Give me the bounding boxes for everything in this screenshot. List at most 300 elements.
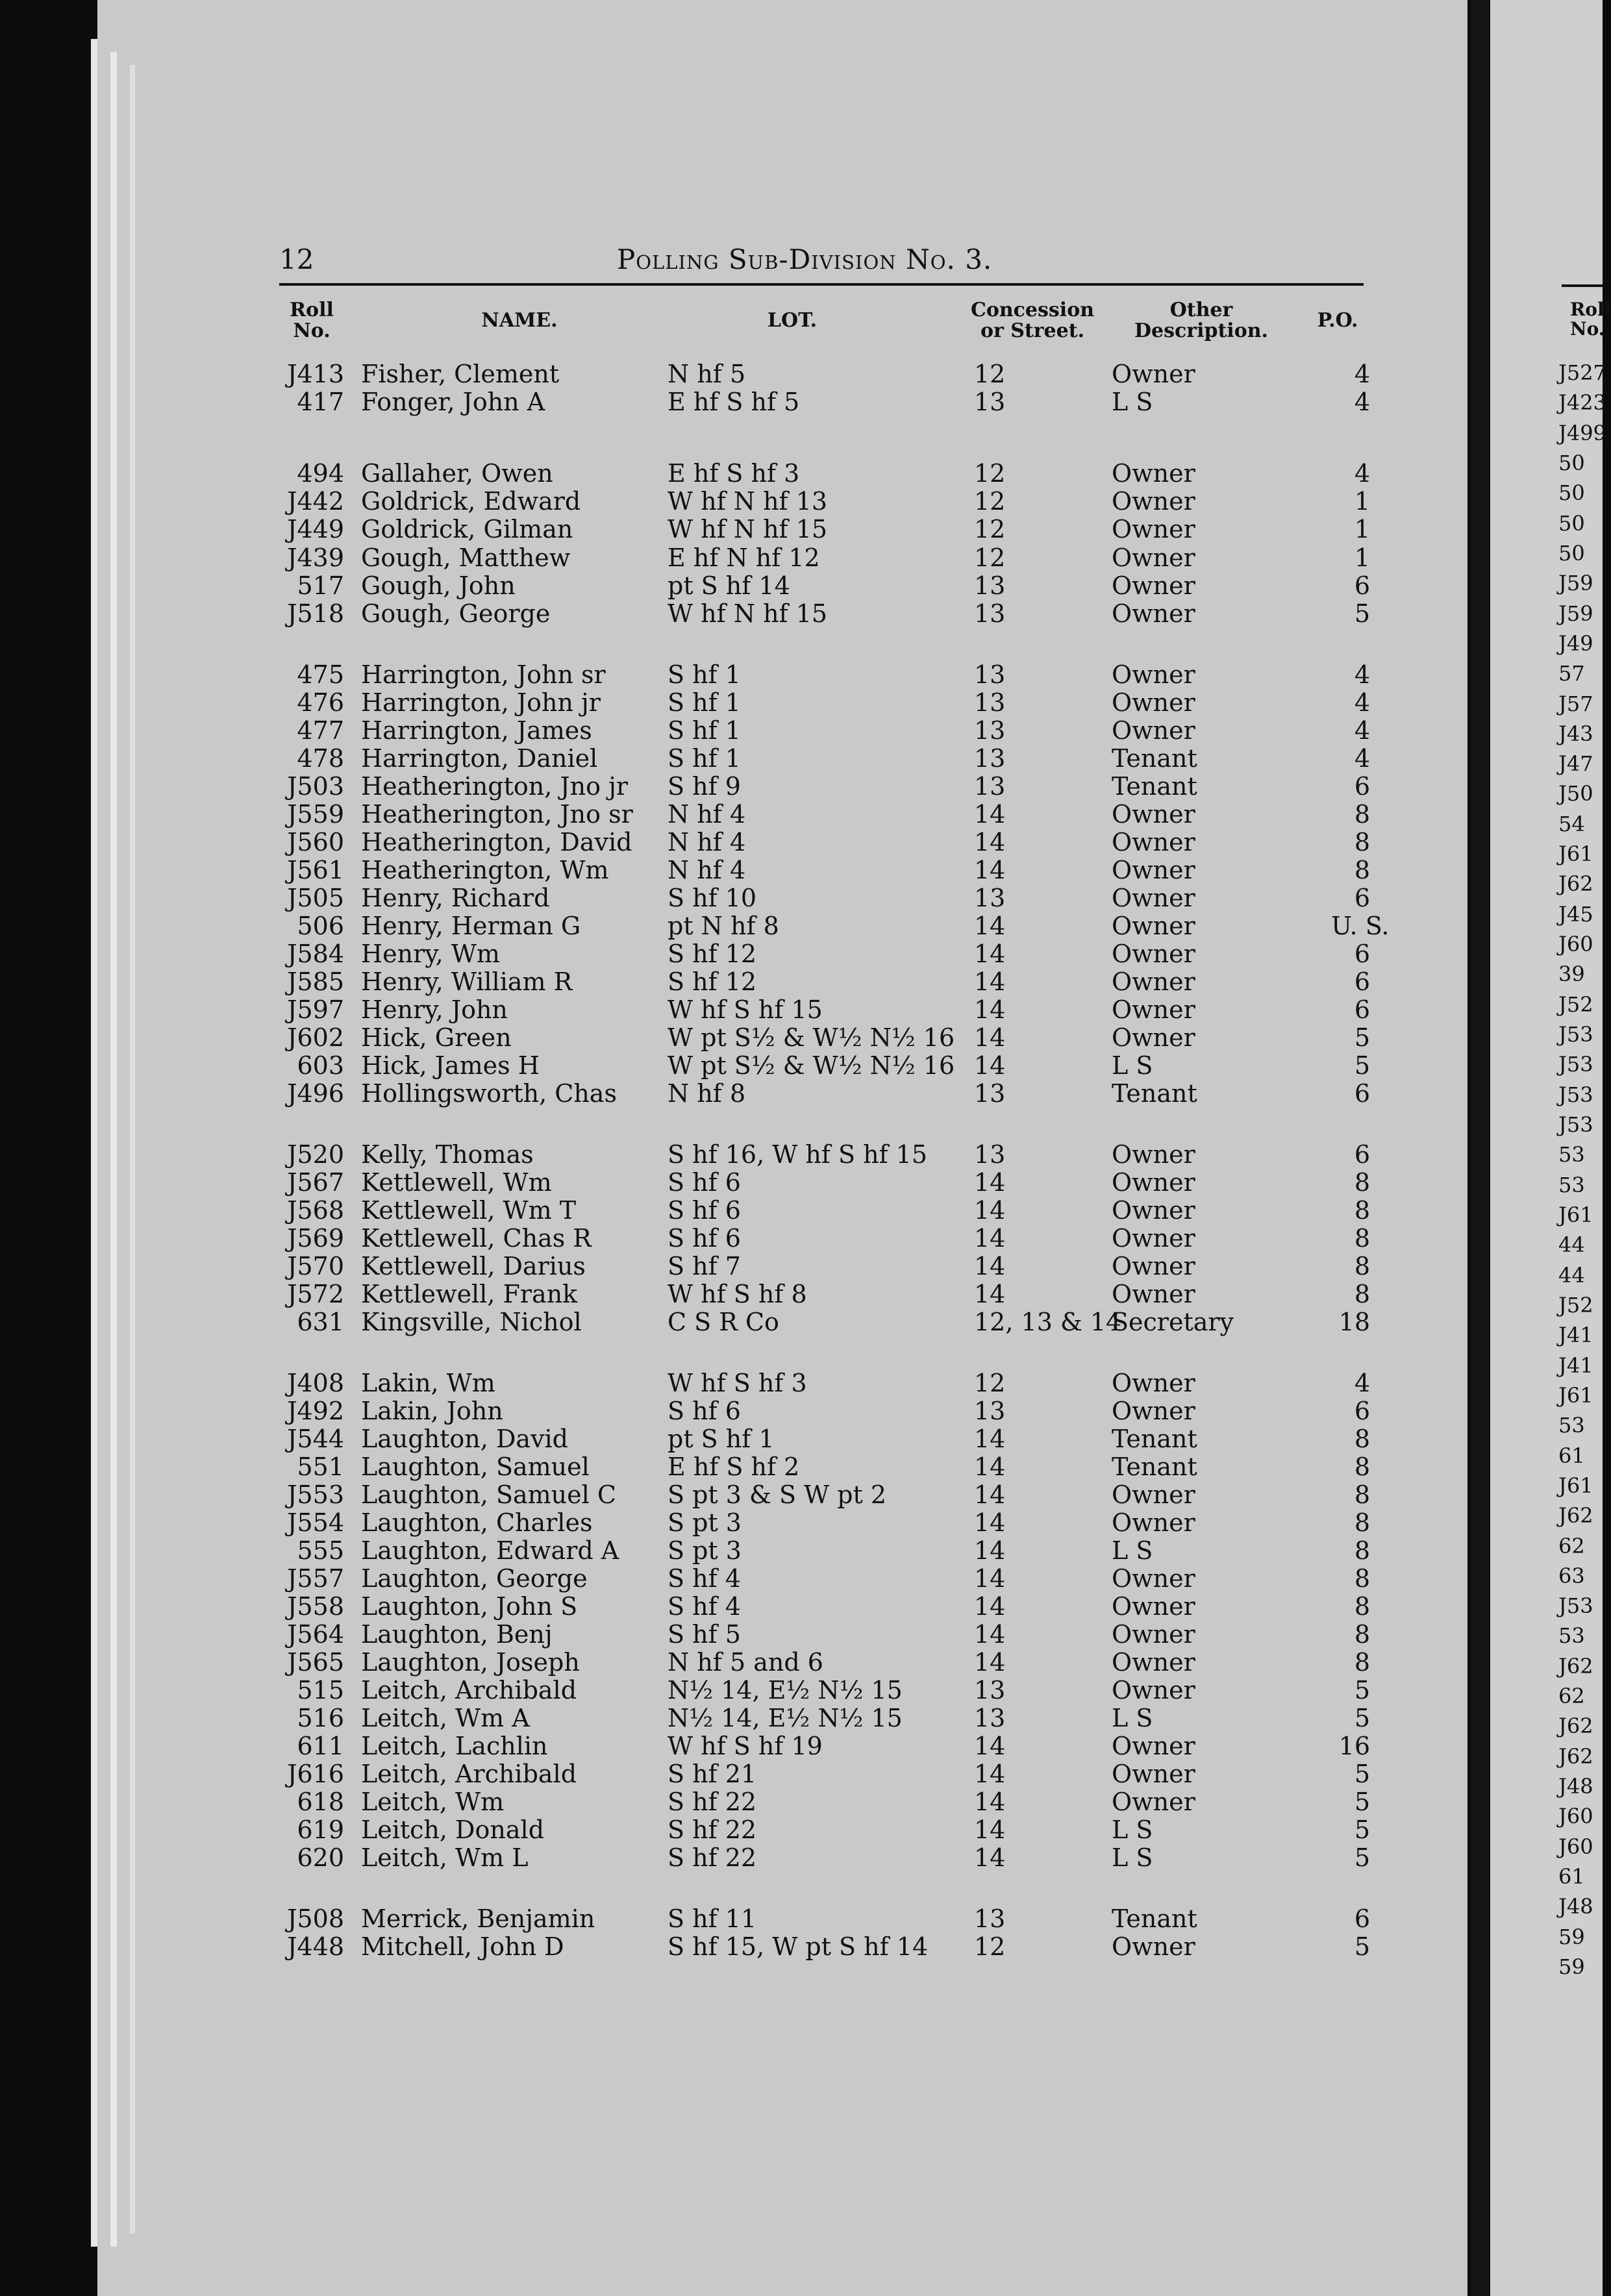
post-office: 4 xyxy=(1354,360,1370,388)
facing-roll-number: 53 xyxy=(1558,1623,1585,1648)
concession: 14 xyxy=(974,1648,1006,1677)
lot: S hf 1 xyxy=(668,660,741,689)
lot: pt S hf 1 xyxy=(668,1425,775,1453)
lot: E hf S hf 5 xyxy=(668,388,800,416)
post-office: 6 xyxy=(1354,967,1370,996)
voter-name: Leitch, Donald xyxy=(361,1816,545,1844)
facing-roll-number: J45 xyxy=(1558,902,1593,927)
facing-roll-number: J423 xyxy=(1558,390,1606,415)
concession: 14 xyxy=(974,995,1006,1024)
book-gutter xyxy=(1471,0,1490,2296)
lot: W hf S hf 15 xyxy=(668,995,823,1024)
facing-roll-number: 50 xyxy=(1558,480,1585,505)
post-office: 8 xyxy=(1354,1168,1370,1197)
voter-name: Laughton, Edward A xyxy=(361,1536,619,1565)
voter-name: Kettlewell, Frank xyxy=(361,1280,578,1308)
voter-name: Henry, John xyxy=(361,995,508,1024)
concession: 13 xyxy=(974,571,1006,600)
roll-number: J564 xyxy=(287,1620,344,1649)
description: Owner xyxy=(1112,828,1195,856)
post-office: 8 xyxy=(1354,1508,1370,1537)
lot: W pt S½ & W½ N½ 16 xyxy=(668,1023,955,1052)
concession: 12 xyxy=(974,487,1006,516)
roll-number: 516 xyxy=(297,1704,344,1732)
roll-number: 515 xyxy=(297,1676,344,1704)
concession: 14 xyxy=(974,828,1006,856)
roll-number: 551 xyxy=(297,1453,344,1481)
description: L S xyxy=(1112,1051,1153,1080)
lot: N½ 14, E½ N½ 15 xyxy=(668,1704,903,1732)
voter-name: Fonger, John A xyxy=(361,388,545,416)
concession: 14 xyxy=(974,967,1006,996)
header-rule xyxy=(279,283,1364,286)
roll-number: 417 xyxy=(297,388,344,416)
post-office: 1 xyxy=(1354,515,1370,543)
post-office: 8 xyxy=(1354,1592,1370,1621)
concession: 14 xyxy=(974,1480,1006,1509)
description: L S xyxy=(1112,388,1153,416)
lot: S hf 1 xyxy=(668,744,741,773)
voter-name: Laughton, Samuel C xyxy=(361,1480,616,1509)
concession: 13 xyxy=(974,1704,1006,1732)
roll-number: 478 xyxy=(297,744,344,773)
voter-name: Gough, George xyxy=(361,599,551,628)
facing-roll-number: J53 xyxy=(1558,1082,1593,1107)
lot: S pt 3 & S W pt 2 xyxy=(668,1480,887,1509)
description: Owner xyxy=(1112,1023,1195,1052)
facing-roll-number: 39 xyxy=(1558,962,1585,986)
concession: 13 xyxy=(974,1397,1006,1425)
voter-name: Kettlewell, Wm T xyxy=(361,1196,577,1225)
post-office: 8 xyxy=(1354,856,1370,884)
concession: 12 xyxy=(974,515,1006,543)
concession: 13 xyxy=(974,716,1006,745)
voter-name: Leitch, Wm A xyxy=(361,1704,530,1732)
post-office: 6 xyxy=(1354,995,1370,1024)
facing-page xyxy=(1490,0,1603,2296)
roll-number: J544 xyxy=(287,1425,344,1453)
lot: S hf 10 xyxy=(668,884,757,912)
voter-name: Goldrick, Edward xyxy=(361,487,581,516)
column-header-description: Other Description. xyxy=(1134,299,1268,342)
facing-roll-number: 50 xyxy=(1558,541,1585,566)
facing-roll-number: 61 xyxy=(1558,1443,1585,1468)
post-office: 6 xyxy=(1354,772,1370,801)
voter-name: Hollingsworth, Chas xyxy=(361,1079,617,1108)
roll-number: J442 xyxy=(287,487,344,516)
voter-name: Fisher, Clement xyxy=(361,360,560,388)
roll-number: J559 xyxy=(287,800,344,829)
roll-number: J568 xyxy=(287,1196,344,1225)
lot: S hf 9 xyxy=(668,772,741,801)
facing-roll-number: J48 xyxy=(1558,1894,1593,1919)
roll-number: 476 xyxy=(297,688,344,717)
description: Owner xyxy=(1112,1140,1195,1169)
description: Owner xyxy=(1112,995,1195,1024)
facing-roll-number: J60 xyxy=(1558,1804,1593,1828)
voter-name: Laughton, Charles xyxy=(361,1508,593,1537)
description: Owner xyxy=(1112,1280,1195,1308)
facing-roll-number: J48 xyxy=(1558,1774,1593,1799)
facing-roll-number: J57 xyxy=(1558,692,1593,716)
facing-roll-number: 62 xyxy=(1558,1534,1585,1558)
facing-roll-number: J52 xyxy=(1558,992,1593,1017)
concession: 14 xyxy=(974,1280,1006,1308)
description: Owner xyxy=(1112,1564,1195,1593)
roll-number: J408 xyxy=(287,1369,344,1397)
page-edge xyxy=(130,65,135,2234)
post-office: 8 xyxy=(1354,1620,1370,1649)
voter-name: Harrington, John sr xyxy=(361,660,606,689)
voter-name: Laughton, John S xyxy=(361,1592,578,1621)
concession: 12 xyxy=(974,360,1006,388)
roll-number: J439 xyxy=(287,543,344,572)
post-office: 5 xyxy=(1354,1816,1370,1844)
lot: S hf 6 xyxy=(668,1196,741,1225)
facing-roll-number: J47 xyxy=(1558,751,1593,776)
facing-roll-number: 59 xyxy=(1558,1954,1585,1979)
voter-name: Leitch, Archibald xyxy=(361,1760,577,1788)
lot: pt S hf 14 xyxy=(668,571,790,600)
facing-roll-number: J50 xyxy=(1558,781,1593,806)
concession: 14 xyxy=(974,1816,1006,1844)
description: Owner xyxy=(1112,800,1195,829)
voter-name: Heatherington, Jno sr xyxy=(361,800,633,829)
facing-roll-number: 53 xyxy=(1558,1173,1585,1197)
voter-name: Harrington, Daniel xyxy=(361,744,598,773)
facing-roll-number: 44 xyxy=(1558,1263,1585,1288)
concession: 14 xyxy=(974,1843,1006,1872)
lot: W hf S hf 3 xyxy=(668,1369,807,1397)
lot: W hf S hf 19 xyxy=(668,1732,823,1760)
description: Owner xyxy=(1112,967,1195,996)
lot: N½ 14, E½ N½ 15 xyxy=(668,1676,903,1704)
lot: W pt S½ & W½ N½ 16 xyxy=(668,1051,955,1080)
lot: N hf 4 xyxy=(668,800,746,829)
concession: 13 xyxy=(974,1676,1006,1704)
description: Owner xyxy=(1112,1168,1195,1197)
post-office: 4 xyxy=(1354,1369,1370,1397)
roll-number: J560 xyxy=(287,828,344,856)
lot: S hf 5 xyxy=(668,1620,741,1649)
lot: S hf 1 xyxy=(668,716,741,745)
roll-number: J449 xyxy=(287,515,344,543)
post-office: 5 xyxy=(1354,1788,1370,1816)
lot: pt N hf 8 xyxy=(668,912,779,940)
facing-roll-number: J60 xyxy=(1558,932,1593,956)
lot: S hf 7 xyxy=(668,1252,741,1280)
description: Owner xyxy=(1112,884,1195,912)
voter-name: Heatherington, Wm xyxy=(361,856,609,884)
lot: N hf 4 xyxy=(668,828,746,856)
facing-roll-number: 44 xyxy=(1558,1232,1585,1257)
description: Owner xyxy=(1112,459,1195,488)
post-office: 5 xyxy=(1354,1704,1370,1732)
lot: N hf 5 xyxy=(668,360,746,388)
roll-number: J584 xyxy=(287,940,344,968)
concession: 14 xyxy=(974,1564,1006,1593)
description: Tenant xyxy=(1112,1904,1197,1933)
concession: 14 xyxy=(974,1252,1006,1280)
column-header-name: NAME. xyxy=(481,309,558,332)
roll-number: 603 xyxy=(297,1051,344,1080)
voter-name: Leitch, Wm xyxy=(361,1788,505,1816)
roll-number: J561 xyxy=(287,856,344,884)
description: Tenant xyxy=(1112,1425,1197,1453)
concession: 14 xyxy=(974,1425,1006,1453)
description: Owner xyxy=(1112,688,1195,717)
roll-number: J572 xyxy=(287,1280,344,1308)
concession: 14 xyxy=(974,1168,1006,1197)
voter-name: Henry, Wm xyxy=(361,940,500,968)
description: L S xyxy=(1112,1704,1153,1732)
post-office: 16 xyxy=(1338,1732,1370,1760)
facing-roll-number: J61 xyxy=(1558,1473,1593,1498)
lot: S hf 12 xyxy=(668,967,757,996)
roll-number: J565 xyxy=(287,1648,344,1677)
post-office: 5 xyxy=(1354,599,1370,628)
concession: 13 xyxy=(974,688,1006,717)
post-office: 18 xyxy=(1338,1308,1370,1336)
post-office: 4 xyxy=(1354,388,1370,416)
voter-name: Harrington, John jr xyxy=(361,688,601,717)
lot: S hf 22 xyxy=(668,1843,757,1872)
post-office: 6 xyxy=(1354,1397,1370,1425)
concession: 14 xyxy=(974,940,1006,968)
page-edge xyxy=(110,52,117,2247)
lot: S hf 12 xyxy=(668,940,757,968)
lot: S hf 4 xyxy=(668,1564,741,1593)
roll-number: J492 xyxy=(287,1397,344,1425)
lot: N hf 5 and 6 xyxy=(668,1648,823,1677)
facing-page-rule xyxy=(1562,284,1603,287)
roll-number: 517 xyxy=(297,571,344,600)
voter-name: Mitchell, John D xyxy=(361,1932,564,1961)
roll-number: J554 xyxy=(287,1508,344,1537)
voter-name: Lakin, John xyxy=(361,1397,503,1425)
facing-roll-number: J59 xyxy=(1558,601,1593,626)
post-office: 8 xyxy=(1354,1564,1370,1593)
concession: 12 xyxy=(974,543,1006,572)
roll-number: J496 xyxy=(287,1079,344,1108)
post-office: 4 xyxy=(1354,688,1370,717)
roll-number: J558 xyxy=(287,1592,344,1621)
description: Owner xyxy=(1112,716,1195,745)
post-office: 8 xyxy=(1354,1453,1370,1481)
description: Owner xyxy=(1112,1369,1195,1397)
roll-number: J505 xyxy=(287,884,344,912)
roll-number: 494 xyxy=(297,459,344,488)
post-office: 8 xyxy=(1354,1196,1370,1225)
lot: S hf 6 xyxy=(668,1224,741,1253)
voter-name: Hick, Green xyxy=(361,1023,512,1052)
roll-number: 618 xyxy=(297,1788,344,1816)
facing-roll-number: 61 xyxy=(1558,1864,1585,1889)
post-office: 6 xyxy=(1354,940,1370,968)
description: Owner xyxy=(1112,1224,1195,1253)
roll-number: J569 xyxy=(287,1224,344,1253)
column-header-roll: Roll No. xyxy=(290,299,334,342)
facing-roll-number: J53 xyxy=(1558,1593,1593,1618)
concession: 13 xyxy=(974,1904,1006,1933)
voter-name: Laughton, Samuel xyxy=(361,1453,590,1481)
post-office: 8 xyxy=(1354,800,1370,829)
facing-roll-number: J49 xyxy=(1558,631,1593,656)
description: Owner xyxy=(1112,1592,1195,1621)
roll-number: J508 xyxy=(287,1904,344,1933)
lot: S pt 3 xyxy=(668,1536,742,1565)
post-office: 1 xyxy=(1354,543,1370,572)
description: Owner xyxy=(1112,487,1195,516)
running-head: Polling Sub-Division No. 3. xyxy=(617,243,993,275)
post-office: 4 xyxy=(1354,716,1370,745)
voter-name: Kettlewell, Darius xyxy=(361,1252,586,1280)
post-office: 5 xyxy=(1354,1676,1370,1704)
roll-number: J597 xyxy=(287,995,344,1024)
lot: S hf 15, W pt S hf 14 xyxy=(668,1932,929,1961)
roll-number: 619 xyxy=(297,1816,344,1844)
post-office: 6 xyxy=(1354,884,1370,912)
post-office: 4 xyxy=(1354,459,1370,488)
post-office: 5 xyxy=(1354,1023,1370,1052)
lot: W hf N hf 13 xyxy=(668,487,828,516)
lot: E hf S hf 3 xyxy=(668,459,800,488)
post-office: 6 xyxy=(1354,1140,1370,1169)
facing-roll-number: J62 xyxy=(1558,1503,1593,1528)
roll-number: J557 xyxy=(287,1564,344,1593)
concession: 12 xyxy=(974,1932,1006,1961)
facing-roll-number: J53 xyxy=(1558,1052,1593,1077)
lot: S hf 6 xyxy=(668,1397,741,1425)
roll-number: J518 xyxy=(287,599,344,628)
post-office: 6 xyxy=(1354,1079,1370,1108)
voter-name: Leitch, Lachlin xyxy=(361,1732,548,1760)
lot: S hf 6 xyxy=(668,1168,741,1197)
facing-roll-number: J53 xyxy=(1558,1022,1593,1047)
voter-name: Merrick, Benjamin xyxy=(361,1904,595,1933)
concession: 12 xyxy=(974,1369,1006,1397)
post-office: 6 xyxy=(1354,571,1370,600)
description: Tenant xyxy=(1112,1453,1197,1481)
page-number: 12 xyxy=(279,243,314,275)
roll-number: 555 xyxy=(297,1536,344,1565)
description: L S xyxy=(1112,1536,1153,1565)
facing-roll-number: J43 xyxy=(1558,721,1593,746)
voter-name: Kelly, Thomas xyxy=(361,1140,534,1169)
post-office: 4 xyxy=(1354,744,1370,773)
description: Secretary xyxy=(1112,1308,1234,1336)
concession: 13 xyxy=(974,744,1006,773)
voter-name: Heatherington, Jno jr xyxy=(361,772,629,801)
lot: N hf 8 xyxy=(668,1079,746,1108)
voter-name: Kettlewell, Chas R xyxy=(361,1224,592,1253)
post-office: U. S. xyxy=(1331,912,1390,940)
roll-number: J448 xyxy=(287,1932,344,1961)
voter-name: Goldrick, Gilman xyxy=(361,515,573,543)
roll-number: J503 xyxy=(287,772,344,801)
roll-number: J520 xyxy=(287,1140,344,1169)
facing-roll-number: J527 xyxy=(1558,360,1606,385)
voter-name: Harrington, James xyxy=(361,716,592,745)
concession: 14 xyxy=(974,800,1006,829)
description: Owner xyxy=(1112,660,1195,689)
description: Owner xyxy=(1112,940,1195,968)
description: Owner xyxy=(1112,1397,1195,1425)
roll-number: J602 xyxy=(287,1023,344,1052)
facing-roll-number: J62 xyxy=(1558,1654,1593,1678)
concession: 14 xyxy=(974,1508,1006,1537)
voter-name: Gough, John xyxy=(361,571,516,600)
voter-name: Laughton, Joseph xyxy=(361,1648,580,1677)
roll-number: 477 xyxy=(297,716,344,745)
voter-name: Leitch, Archibald xyxy=(361,1676,577,1704)
description: L S xyxy=(1112,1843,1153,1872)
roll-number: J585 xyxy=(287,967,344,996)
description: L S xyxy=(1112,1816,1153,1844)
description: Owner xyxy=(1112,1648,1195,1677)
post-office: 6 xyxy=(1354,1904,1370,1933)
description: Owner xyxy=(1112,1760,1195,1788)
lot: S pt 3 xyxy=(668,1508,742,1537)
column-header-lot: LOT. xyxy=(767,309,818,332)
description: Owner xyxy=(1112,543,1195,572)
description: Tenant xyxy=(1112,1079,1197,1108)
description: Owner xyxy=(1112,1932,1195,1961)
lot: N hf 4 xyxy=(668,856,746,884)
roll-number: 620 xyxy=(297,1843,344,1872)
lot: E hf N hf 12 xyxy=(668,543,820,572)
facing-roll-number: 53 xyxy=(1558,1142,1585,1167)
roll-number: J616 xyxy=(287,1760,344,1788)
concession: 14 xyxy=(974,856,1006,884)
concession: 14 xyxy=(974,1224,1006,1253)
voter-name: Laughton, George xyxy=(361,1564,588,1593)
facing-roll-number: 53 xyxy=(1558,1413,1585,1438)
voter-name: Heatherington, David xyxy=(361,828,632,856)
description: Owner xyxy=(1112,856,1195,884)
voter-name: Hick, James H xyxy=(361,1051,540,1080)
lot: S hf 16, W hf S hf 15 xyxy=(668,1140,928,1169)
facing-roll-number: 50 xyxy=(1558,511,1585,536)
lot: W hf S hf 8 xyxy=(668,1280,807,1308)
voter-name: Henry, Herman G xyxy=(361,912,581,940)
post-office: 8 xyxy=(1354,1480,1370,1509)
facing-roll-number: J41 xyxy=(1558,1323,1593,1347)
facing-roll-number: 62 xyxy=(1558,1684,1585,1708)
column-header-concession: Concession or Street. xyxy=(970,299,1095,342)
concession: 13 xyxy=(974,599,1006,628)
facing-roll-number: 59 xyxy=(1558,1925,1585,1949)
column-header-po: P.O. xyxy=(1317,309,1358,332)
facing-roll-number: J61 xyxy=(1558,1383,1593,1408)
facing-roll-number: J61 xyxy=(1558,1203,1593,1227)
concession: 14 xyxy=(974,1536,1006,1565)
concession: 14 xyxy=(974,1023,1006,1052)
roll-number: 611 xyxy=(297,1732,344,1760)
concession: 14 xyxy=(974,1620,1006,1649)
description: Owner xyxy=(1112,1480,1195,1509)
facing-roll-number: J59 xyxy=(1558,571,1593,595)
description: Tenant xyxy=(1112,772,1197,801)
lot: S hf 21 xyxy=(668,1760,757,1788)
description: Tenant xyxy=(1112,744,1197,773)
voter-name: Henry, William R xyxy=(361,967,573,996)
description: Owner xyxy=(1112,360,1195,388)
post-office: 5 xyxy=(1354,1051,1370,1080)
facing-roll-number: J41 xyxy=(1558,1353,1593,1378)
post-office: 8 xyxy=(1354,1648,1370,1677)
description: Owner xyxy=(1112,1508,1195,1537)
